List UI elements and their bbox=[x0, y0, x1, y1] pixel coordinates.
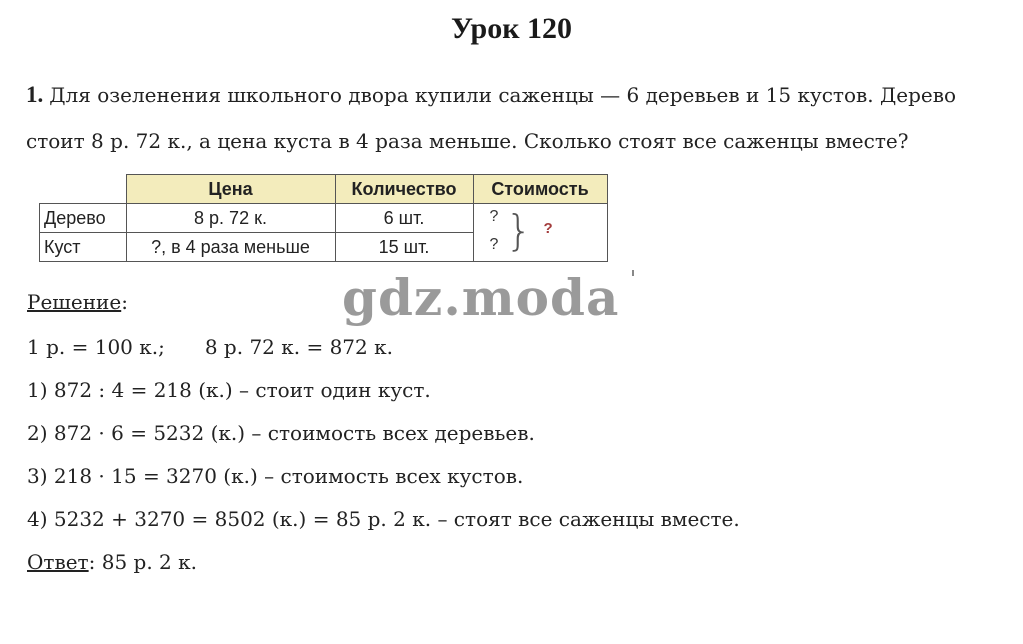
conversion-2: 8 р. 72 к. = 872 к. bbox=[204, 335, 393, 359]
answer-value: : 85 р. 2 к. bbox=[88, 550, 197, 574]
task-number: 1. bbox=[26, 82, 44, 107]
solution-step-3: 3) 218 · 15 = 3270 (к.) – стоимость всех кустов. bbox=[27, 464, 524, 488]
task-statement bbox=[26, 72, 1016, 164]
table-header-blank bbox=[40, 175, 127, 204]
task-line-2: стоит 8 р. 72 к., а цена куста в 4 раза меньше. Сколько стоят все саженцы вместе? bbox=[26, 129, 909, 153]
table-row bbox=[40, 204, 608, 233]
unit-conversion bbox=[27, 335, 393, 359]
row-label-bush: Куст bbox=[40, 233, 127, 262]
data-table bbox=[39, 174, 608, 262]
total-cost-question: ? bbox=[543, 220, 553, 237]
table-header-row bbox=[40, 175, 608, 204]
bush-cost-question: ? bbox=[489, 236, 499, 253]
solution-step-1: 1) 872 : 4 = 218 (к.) – стоит один куст. bbox=[27, 378, 431, 402]
stray-mark bbox=[632, 270, 634, 276]
solution-heading bbox=[27, 290, 128, 314]
answer-line bbox=[27, 550, 197, 574]
table-header-price: Цена bbox=[126, 175, 335, 204]
bush-quantity: 15 шт. bbox=[335, 233, 473, 262]
table-header-cost: Стоимость bbox=[473, 175, 607, 204]
bush-price: ?, в 4 раза меньше bbox=[126, 233, 335, 262]
solution-step-2: 2) 872 · 6 = 5232 (к.) – стоимость всех деревьев. bbox=[27, 421, 535, 445]
solution-heading-colon: : bbox=[121, 290, 128, 314]
watermark: gdz.moda bbox=[342, 268, 620, 327]
lesson-title: Урок 120 bbox=[450, 12, 573, 45]
answer-label: Ответ bbox=[27, 550, 89, 574]
task-line-1 bbox=[26, 72, 1016, 118]
table-header-quantity: Количество bbox=[335, 175, 473, 204]
row-label-tree: Дерево bbox=[40, 204, 127, 233]
solution-heading-label: Решение bbox=[27, 290, 122, 314]
cost-cell bbox=[473, 204, 607, 262]
solution-step-4: 4) 5232 + 3270 = 8502 (к.) = 85 р. 2 к. – стоят все саженцы вместе. bbox=[27, 507, 740, 531]
tree-cost-question: ? bbox=[489, 208, 499, 225]
task-text-1: Для озеленения школьного двора купили саженцы — 6 деревьев и 15 кустов. Дерево bbox=[49, 83, 957, 107]
conversion-1: 1 р. = 100 к.; bbox=[27, 335, 165, 359]
brace-mark: } bbox=[505, 206, 533, 255]
tree-price: 8 р. 72 к. bbox=[126, 204, 335, 233]
tree-quantity: 6 шт. bbox=[335, 204, 473, 233]
